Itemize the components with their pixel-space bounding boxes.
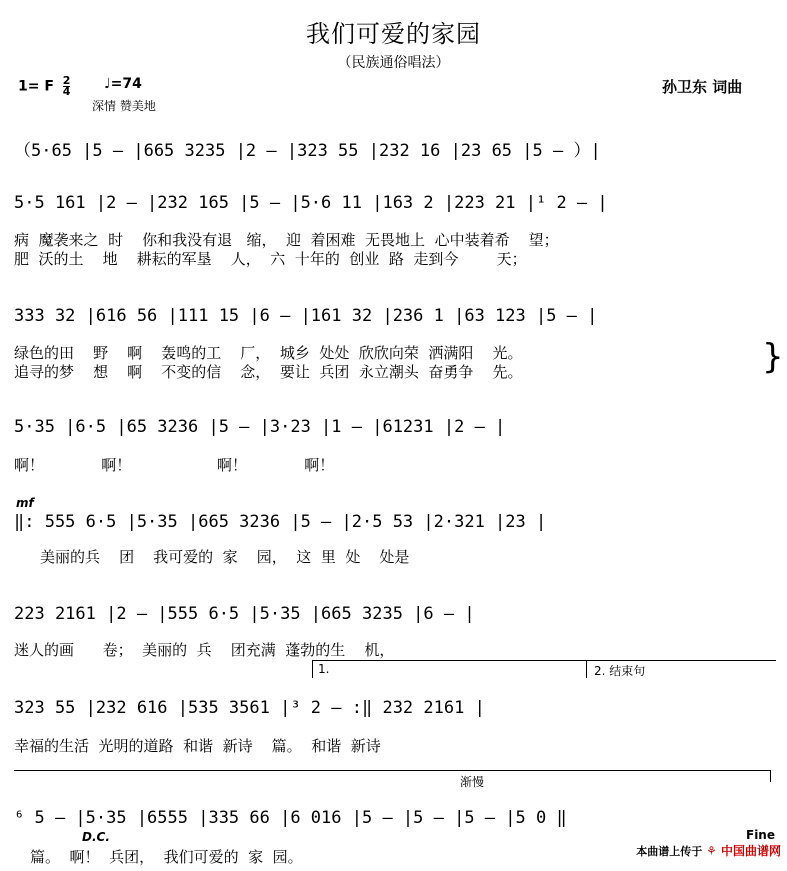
volta-1-label: 1. [318, 662, 330, 676]
watermark [636, 842, 781, 859]
verse-brace: } [762, 337, 784, 377]
score-row-6: 223 2161 |2 – |555 6·5 |5·35 |665 3235 |6 – | [14, 604, 475, 624]
song-subtitle: （民族通俗唱法） [337, 55, 450, 71]
time-numerator: 2 [62, 74, 71, 87]
key-signature [18, 76, 70, 97]
score-row-3: 333 32 |616 56 |111 15 |6 – |161 32 |236 1 |63 123 |5 – | [14, 306, 598, 326]
time-denominator: 4 [62, 85, 71, 98]
lyrics-row-2-verse-1: 病 魔袭来之 时 你和我没有退 缩， 迎 着困难 无畏地上 心中装着希 望； [14, 231, 559, 249]
watermark-text: 本曲谱上传于 [636, 845, 703, 858]
volta-2-line [586, 660, 776, 661]
ritardando-end [770, 770, 771, 782]
expression-text: 深情 赞美地 [92, 99, 156, 113]
tempo-marking [104, 76, 142, 92]
volta-1-line [312, 660, 592, 661]
score-row-2: 5·5 161 |2 – |232 165 |5 – |5·6 11 |163 2 |223 21 |¹ 2 – | [14, 193, 608, 213]
watermark-site-logo: ⚘ 中国曲谱网 [706, 844, 781, 858]
key-label: 1= F [18, 78, 54, 95]
lyrics-row-3-verse-2: 追寻的梦 想 啊 不变的信 念， 要让 兵团 永立潮头 奋勇争 先。 [14, 363, 523, 381]
ritardando-line [14, 770, 770, 771]
watermark-site: 中国曲谱网 [720, 844, 781, 858]
volta-2-label: 2. 结束句 [594, 664, 646, 678]
lyrics-row-6: 迷人的画 卷； 美丽的 兵 团充满 蓬勃的生 机， [14, 641, 395, 659]
fine-marking: Fine [746, 828, 775, 842]
tempo-value: =74 [110, 76, 142, 92]
score-row-7: 323 55 |232 616 |535 3561 |³ 2 – :‖ 232 2161 | [14, 698, 485, 718]
author-credit: 孙卫东 词曲 [662, 78, 743, 96]
dynamic-mf: mf [16, 496, 34, 510]
lyrics-row-2-verse-2: 肥 沃的土 地 耕耘的军垦 人， 六 十年的 创业 路 走到今 天； [14, 250, 527, 268]
volta-2-bracket [586, 660, 587, 678]
score-row-5: ‖: 555 6·5 |5·35 |665 3236 |5 – |2·5 53 |2·321 |23 | [14, 512, 547, 532]
score-row-1: （5·65 |5 – |665 3235 |2 – |323 55 |232 16 |23 65 |5 – ）| [14, 141, 601, 161]
quarter-note-icon: ♩ [104, 76, 111, 92]
time-signature [63, 76, 71, 97]
dc-marking: D.C. [82, 830, 110, 844]
ritardando-label: 渐慢 [460, 775, 485, 789]
lyrics-row-3-verse-1: 绿色的田 野 啊 轰鸣的工 厂， 城乡 处处 欣欣向荣 洒满阳 光。 [14, 344, 523, 362]
lyrics-row-8: 篇。 啊！ 兵团， 我们可爱的 家 园。 [30, 848, 303, 866]
lyrics-row-7: 幸福的生活 光明的道路 和谐 新诗 篇。 和谐 新诗 [14, 737, 381, 755]
volta-1-bracket [312, 660, 313, 678]
score-row-8: ⁶ 5 – |5·35 |6555 |335 66 |6 016 |5 – |5 – |5 – |5 0 ‖ [14, 808, 567, 828]
lyrics-row-4: 啊！ 啊！ 啊！ 啊！ [14, 456, 335, 474]
lyrics-row-5: 美丽的兵 团 我可爱的 家 园， 这 里 处 处是 [40, 548, 410, 566]
song-title: 我们可爱的家园 [306, 20, 481, 48]
score-row-4: 5·35 |6·5 |65 3236 |5 – |3·23 |1 – |61231 |2 – | [14, 417, 506, 437]
